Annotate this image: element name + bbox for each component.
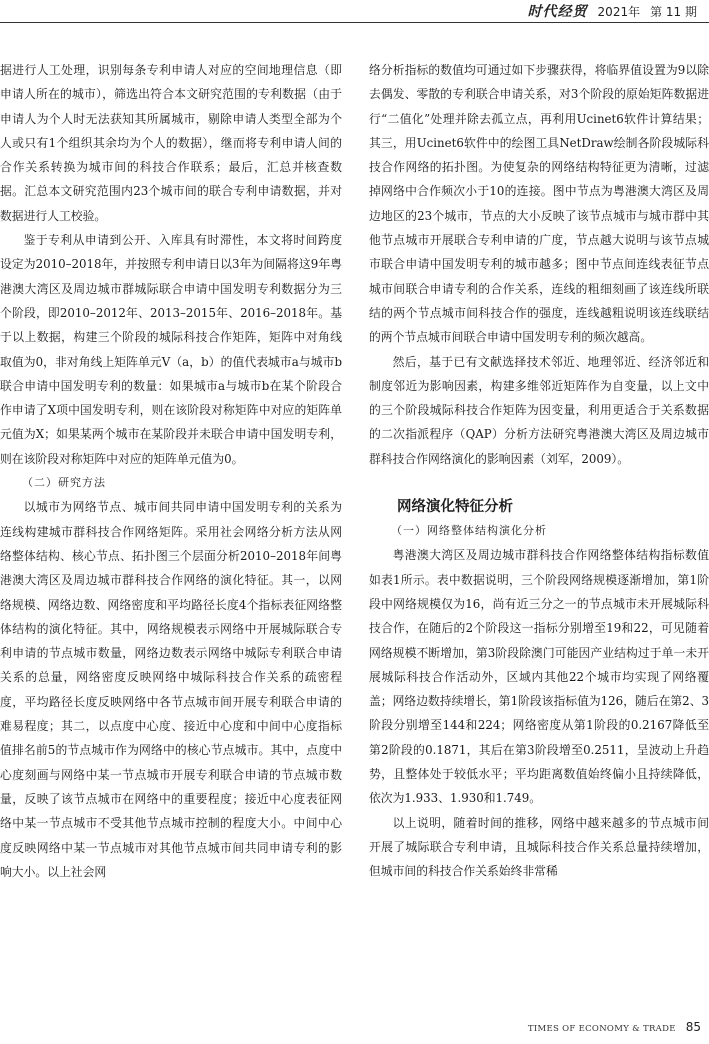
section-title: 网络演化特征分析: [397, 499, 513, 516]
left-column: [0, 58, 342, 884]
journal-name: TIMES OF ECONOMY & TRADE: [527, 1024, 676, 1034]
right-paragraph-3: 粤港澳大湾区及周边城市群科技合作网络整体结构指标数值如表1所示。表中数据说明，三个阶段网络规模逐渐增加，第1阶段中网络规模仅为16，尚有近三分之一的节点城市未开展城际科技合作，在随后的2个阶段这一指标分别增至19和22，可见随着网络规模不断增加，第3阶段除澳门可能因产业结构过于单一未开展城际科技合作活动外，区域内其他22个城市均实现了网络覆盖；网络边数持续增长，第1阶段该指标值为126，随后在第2、3阶段分别增至144和224；网络密度从第1阶段的0.2167降低至第2阶段的0.1871，其后在第3阶段增至0.2511，呈波动上升趋势，且整体处于较低水平；平均距离数值始终偏小且持续降低，依次为1.933、1.930和1.749。: [369, 548, 709, 806]
journal-logo: 时代经贸: [527, 4, 588, 20]
header-rule: [0, 22, 709, 23]
page-number: 85: [685, 1020, 701, 1034]
header-info: [528, 0, 697, 22]
right-paragraph-4: 以上说明，随着时间的推移，网络中越来越多的节点城市间开展了城际联合专利申请，且城际科技合作关系总量持续增加，但城市间的科技合作关系始终非常稀: [369, 815, 709, 879]
header-year: 2021年: [597, 4, 641, 19]
header-issue: 第 11 期: [650, 4, 697, 19]
right-paragraph-1: 络分析指标的数值均可通过如下步骤获得，将临界值设置为9以除去偶发、零散的专利联合申请关系，对3个阶段的原始矩阵数据进行“二值化”处理并除去孤立点，再利用Ucinet6软件计算结果；其三，用Ucinet6软件中的绘图工具NetDraw绘制各阶段城际科技合作网络的拓扑图。为使复杂的网络结构特征更为清晰，过滤掉网络中合作频次小于10的连接。图中节点为粤港澳大湾区及周边地区的23个城市，节点的大小反映了该节点城市与城市群中其他节点城市开展联合专利申请的广度，节点越大说明与该节点城市联合申请中国发明专利的城市越多；图中节点间连线表征节点城市间联合申请专利的合作关系，连线的粗细刻画了该连线所联结的两个节点城市间科技合作的强度，连线越粗说明该连线联结的两个节点城市间联合申请中国发明专利的频次越高。: [369, 63, 709, 345]
left-paragraph-2: 鉴于专利从申请到公开、入库具有时滞性，本文将时间跨度设定为2010–2018年，并按照专利申请日以3年为间隔将这9年粤港澳大湾区及周边城市群城际联合申请中国发明专利数据分为三个阶段，即2010–2012年、2013–2015年、2016–2018年。基于以上数据，构建三个阶段的城际科技合作矩阵，矩阵中对角线取值为0，非对角线上矩阵单元V（a，b）的值代表城市a与城市b联合申请中国发明专利的数量：如果城市a与城市b在某个阶段合作申请了X项中国发明专利，则在该阶段对称矩阵中对应的矩阵单元值为X；如果某两个城市在某阶段并未联合申请中国发明专利，则在该阶段对称矩阵中对应的矩阵单元值为0。: [0, 233, 342, 466]
page-footer: [528, 1020, 701, 1034]
right-paragraph-2: 然后，基于已有文献选择技术邻近、地理邻近、经济邻近和制度邻近为影响因素，构建多维邻近矩阵作为自变量，以上文中的三个阶段城际科技合作矩阵为因变量，利用更适合于关系数据的二次指派程序（QAP）分析方法研究粤港澳大湾区及周边城市群科技合作网络演化的影响因素（刘军，2009）。: [369, 354, 709, 466]
subheading-research-method: （二）研究方法: [22, 476, 106, 490]
left-paragraph-3: 以城市为网络节点、城市间共同申请中国发明专利的关系为连线构建城市群科技合作网络矩阵。采用社会网络分析方法从网络整体结构、核心节点、拓扑图三个层面分析2010–2018年间粤港澳大湾区及周边城市群科技合作网络的演化特征。其一，以网络规模、网络边数、网络密度和平均路径长度4个指标表征网络整体结构的演化特征。其中，网络规模表示网络中开展城际联合专利申请的节点城市数量，网络边数表示网络中城际专利联合申请关系的总量，网络密度反映网络中城际科技合作关系的疏密程度，平均路径长度反映网络中各节点城市间开展专利联合申请的难易程度；其二，以点度中心度、接近中心度和中间中心度指标值排名前5的节点城市作为网络中的核心节点城市。其中，点度中心度刻画与网络中某一节点城市开展专利联合申请的节点城市数量，反映了该节点城市在网络中的重要程度；接近中心度表征网络中某一节点城市不受其他节点城市控制的程度大小。中间中心度反映网络中某一节点城市对其他节点城市间共同申请专利的影响大小。以上社会网: [0, 500, 342, 879]
left-paragraph-1: 据进行人工处理，识别每条专利申请人对应的空间地理信息（即申请人所在的城市），筛选出符合本文研究范围的专利数据（由于申请人为个人时无法获知其所属城市，剔除申请人类型全部为个人或只有1个组织其余均为个人的数据），继而将专利申请人间的合作关系转换为城市间的科技合作联系；最后，汇总并核查数据。汇总本文研究范围内23个城市间的联合专利申请数据，并对数据进行人工校验。: [0, 63, 342, 223]
right-column: [369, 58, 709, 884]
subheading-network-structure: （一）网络整体结构演化分析: [391, 524, 547, 538]
page-header: [0, 0, 709, 24]
